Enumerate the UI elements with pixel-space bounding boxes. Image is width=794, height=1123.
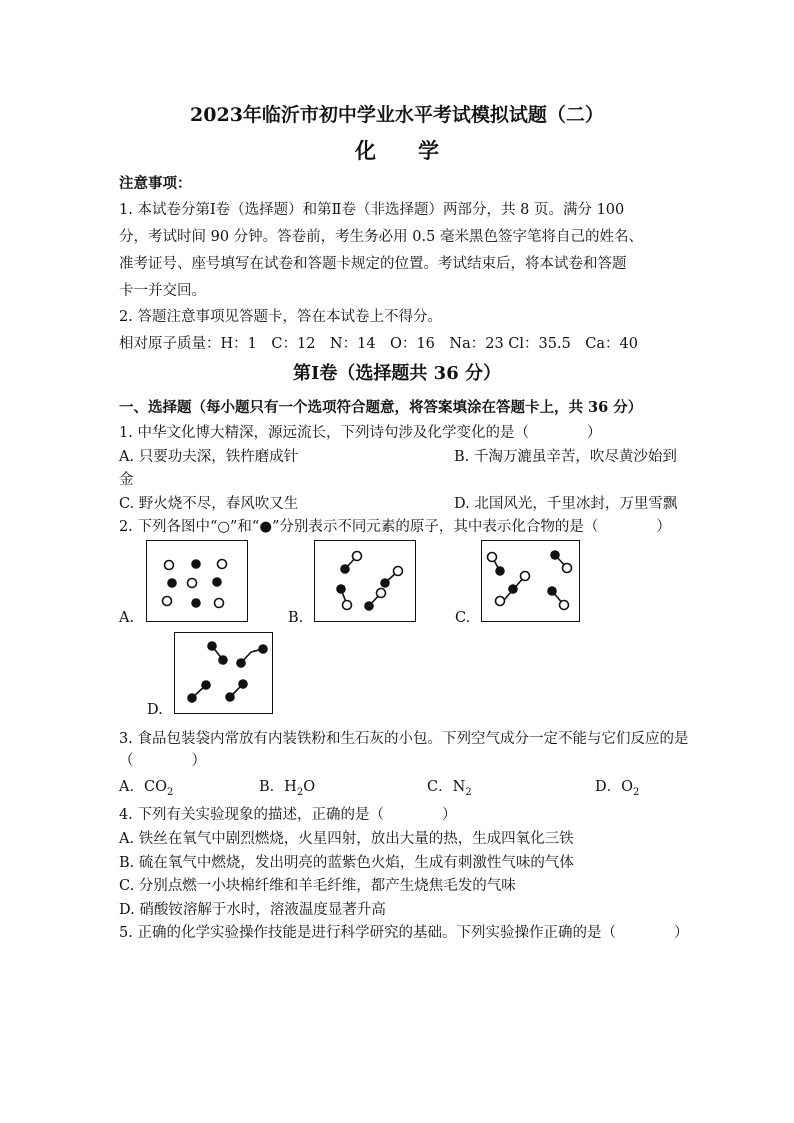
figure-c-diagram: [482, 541, 579, 621]
figure-a-diagram: [147, 541, 247, 621]
q3-option-c: C．$N_2$: [427, 779, 472, 798]
q2-label-c: C.: [455, 610, 471, 626]
figure-b: [314, 540, 416, 622]
notice-line: 1. 本试卷分第Ⅰ卷（选择题）和第Ⅱ卷（非选择题）两部分，共 8 页。满分 100: [119, 202, 625, 218]
q4-stem: 4. 下列有关实验现象的描述，正确的是（ ）: [119, 807, 457, 823]
subject-title: 化学: [355, 138, 481, 163]
q3-option-b: B．$H_2O$: [259, 779, 316, 798]
q5-stem: 5. 正确的化学实验操作技能是进行科学研究的基础。下列实验操作正确的是（ ）: [119, 925, 689, 941]
q1-option-c: C. 野火烧不尽，春风吹又生: [119, 496, 299, 512]
section-instruction: 一、选择题（每小题只有一个选项符合题意，将答案填涂在答题卡上，共 36 分）: [119, 399, 643, 416]
figure-d: [174, 632, 273, 714]
q4-option-a: A. 铁丝在氧气中剧烈燃烧，火星四射，放出大量的热，生成四氧化三铁: [119, 831, 574, 847]
q4-option-b: B. 硫在氧气中燃烧，发出明亮的蓝紫色火焰，生成有刺激性气味的气体: [119, 855, 574, 871]
q2-stem: 2. 下列各图中“○”和“●”分别表示不同元素的原子，其中表示化合物的是（ ）: [119, 519, 671, 535]
section-title: 第Ⅰ卷（选择题共 36 分）: [292, 363, 501, 384]
q1-option-a: A. 只要功夫深，铁杵磨成针: [119, 449, 299, 465]
atomic-mass: 相对原子质量：H：1 C：12 N：14 O：16 Na：23 Cl：35.5 Ca：40: [119, 336, 638, 352]
figure-b-diagram: [315, 541, 415, 621]
q4-option-c: C. 分别点燃一小块棉纤维和羊毛纤维，都产生烧焦毛发的气味: [119, 878, 516, 894]
q3-stem: 3. 食品包装袋内常放有内装铁粉和生石灰的小包。下列空气成分一定不能与它们反应的是: [119, 731, 689, 747]
notice-line: 卡一并交回。: [119, 283, 206, 299]
q2-label-d: D.: [147, 702, 163, 718]
q2-label-b: B.: [288, 610, 304, 626]
notice-line: 2. 答题注意事项见答题卡，答在本试卷上不得分。: [119, 309, 442, 325]
q4-option-d: D. 硝酸铵溶解于水时，溶液温度显著升高: [119, 902, 386, 918]
notice-line: 准考证号、座号填写在试卷和答题卡规定的位置。考试结束后，将本试卷和答题: [119, 256, 627, 272]
notice-heading: 注意事项：: [119, 175, 192, 192]
q3-stem-cont: （ ）: [119, 753, 206, 769]
figure-d-diagram: [175, 633, 272, 713]
q3-option-a: A．$CO_2$: [119, 779, 174, 798]
q1-stem: 1. 中华文化博大精深，源远流长，下列诗句涉及化学变化的是（ ）: [119, 425, 602, 441]
notice-line: 分，考试时间 90 分钟。答卷前，考生务必用 0.5 毫米黑色签字笔将自己的姓名、: [119, 229, 643, 245]
figure-a: [146, 540, 248, 622]
q1-option-d: D. 北国风光，千里冰封，万里雪飘: [454, 496, 678, 512]
figure-c: [481, 540, 580, 622]
page-title: 2023年临沂市初中学业水平考试模拟试题（二）: [190, 104, 604, 126]
q3-option-d: D．$O_2$: [595, 779, 640, 798]
q2-label-a: A.: [119, 610, 135, 626]
q1-option-b-cont: 金: [119, 472, 134, 488]
q1-option-b: B. 千淘万漉虽辛苦，吹尽黄沙始到: [454, 449, 677, 465]
